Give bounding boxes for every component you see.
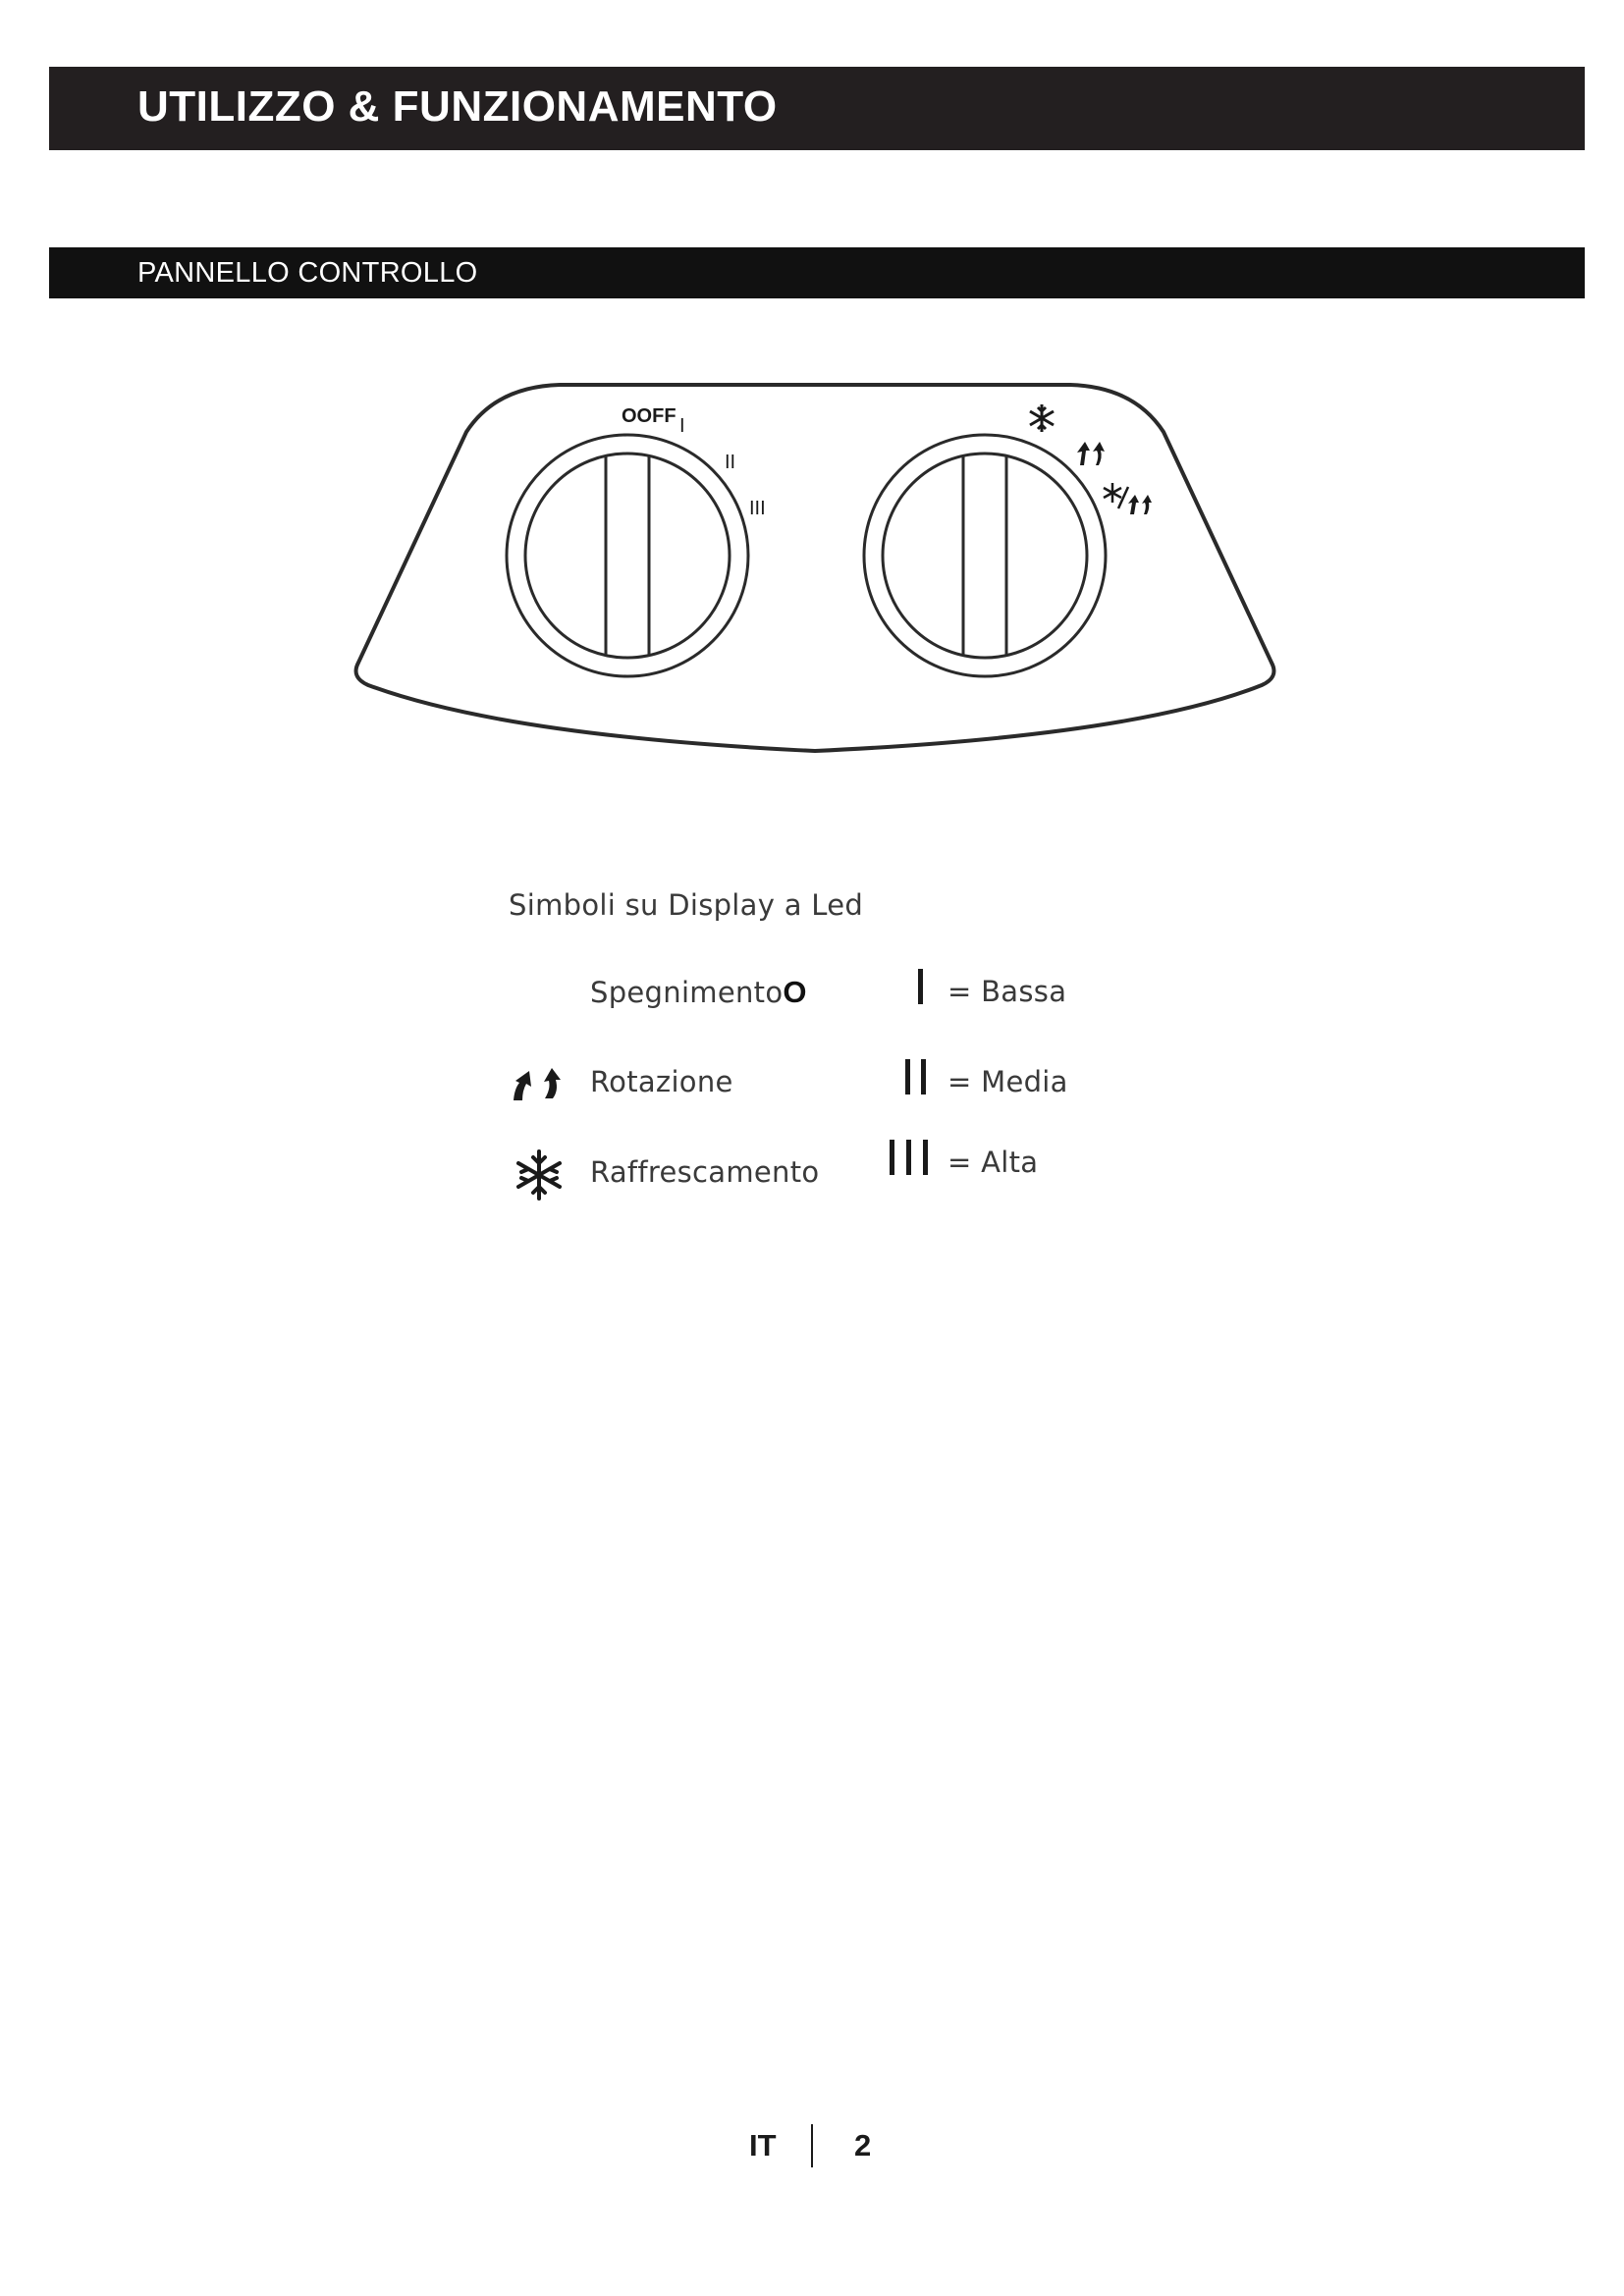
footer-language: IT — [749, 2128, 777, 2163]
legend-speed-medium: = Media — [947, 1065, 1068, 1098]
snowflake-icon — [506, 1146, 574, 1204]
speed-high-icon — [890, 1140, 931, 1179]
dial-speed-3-label: III — [749, 498, 766, 519]
panel-rotation-icon — [1077, 442, 1105, 465]
dial-off-label: OOFF — [622, 405, 677, 427]
legend-label-cooling: Raffrescamento — [590, 1155, 820, 1189]
legend-label-rotation: Rotazione — [590, 1065, 733, 1098]
speed-low-icon — [918, 969, 928, 1008]
led-symbols-legend — [506, 888, 1193, 1222]
control-panel-drawing — [349, 373, 1281, 766]
page-number: 2 — [854, 2128, 872, 2163]
legend-speed-low: = Bassa — [947, 975, 1067, 1008]
page-title: UTILIZZO & FUNZIONAMENTO — [137, 82, 778, 131]
speed-dial — [507, 435, 748, 676]
panel-snowflake-icon — [1030, 404, 1054, 432]
legend-speed-high: = Alta — [947, 1146, 1039, 1179]
legend-heading: Simboli su Display a Led — [509, 888, 864, 922]
control-panel-illustration — [349, 373, 1281, 766]
off-icon: O — [783, 975, 807, 1009]
speed-medium-icon — [905, 1059, 929, 1098]
panel-snowflake-rotation-icon — [1104, 483, 1152, 514]
subsection-title: PANNELLO CONTROLLO — [137, 257, 478, 289]
footer-separator — [811, 2124, 813, 2167]
panel-outline — [356, 385, 1274, 751]
legend-row-cooling — [506, 1146, 1193, 1204]
subsection-header-bar — [49, 247, 1585, 298]
legend-row-rotation — [506, 1055, 1193, 1114]
legend-label-off: SpegnimentoO — [590, 975, 807, 1009]
dial-speed-1-label: I — [679, 415, 685, 437]
page-footer — [0, 2120, 1624, 2179]
section-header-bar — [49, 67, 1585, 150]
legend-row-off — [506, 965, 1193, 1024]
mode-dial — [864, 435, 1106, 676]
rotation-icon — [506, 1055, 574, 1114]
dial-speed-2-label: II — [725, 452, 736, 473]
